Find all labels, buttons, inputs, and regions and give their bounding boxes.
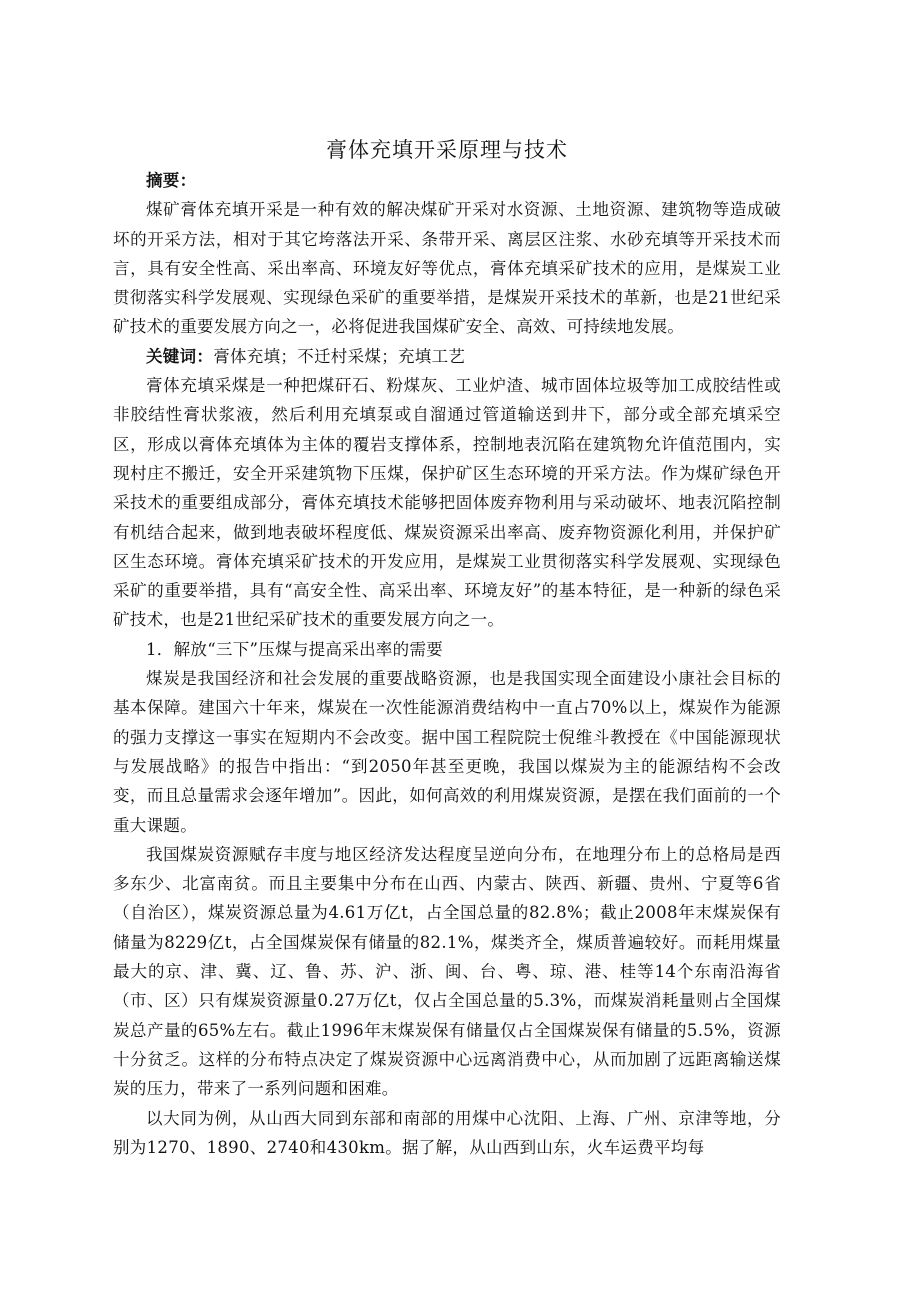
abstract-paragraph: 煤矿膏体充填开采是一种有效的解决煤矿开采对水资源、土地资源、建筑物等造成破坏的开采方法，相对于其它垮落法开采、条带开采、离层区注浆、水砂充填等开采技术而言，具有安全性高、采出率高、环境友好等优点，膏体充填采矿技术的应用，是煤炭工业贯彻落实科学发展观、实现绿色采矿的重要举措，是煤炭开采技术的革新，也是21世纪采矿技术的重要发展方向之一，必将促进我国煤矿安全、高效、可持续地发展。 [113, 200, 781, 337]
document-title: 膏体充填开采原理与技术 [326, 138, 568, 162]
intro-paragraph: 膏体充填采煤是一种把煤矸石、粉煤灰、工业炉渣、城市固体垃圾等加工成胶结性或非胶结性膏状浆液，然后利用充填泵或自溜通过管道输送到井下，部分或全部充填采空区，形成以膏体充填体为主体的覆岩支撑体系，控制地表沉陷在建筑物允许值范围内，实现村庄不搬迁，安全开采建筑物下压煤，保护矿区生态环境的开采方法。作为煤矿绿色开采技术的重要组成部分，膏体充填技术能够把固体废弃物利用与采动破坏、地表沉陷控制有机结合起来，做到地表破坏程度低、煤炭资源采出率高、废弃物资源化利用，并保护矿区生态环境。膏体充填采矿技术的开发应用，是煤炭工业贯彻落实科学发展观、实现绿色采矿的重要举措，具有“高安全性、高采出率、环境友好”的基本特征，是一种新的绿色采矿技术，也是21世纪采矿技术的重要发展方向之一。 [113, 376, 781, 630]
body-paragraph-2: 我国煤炭资源赋存丰度与地区经济发达程度呈逆向分布，在地理分布上的总格局是西多东少、北富南贫。而且主要集中分布在山西、内蒙古、陕西、新疆、贵州、宁夏等6省（自治区），煤炭资源总量为4.61万亿t，占全国总量的82.8%；截止2008年末煤炭保有储量为8229亿t，占全国煤炭保有储量的82.1%，煤类齐全，煤质普遍较好。而耗用煤量最大的京、津、冀、辽、鲁、苏、沪、浙、闽、台、粤、琼、港、桂等14个东南沿海省（市、区）只有煤炭资源量0.27万亿t，仅占全国总量的5.3%，而煤炭消耗量则占全国煤炭总产量的65%左右。截止1996年末煤炭保有储量仅占全国煤炭保有储量的5.5%，资源十分贫乏。这样的分布特点决定了煤炭资源中心远离消费中心，从而加剧了远距离输送煤炭的压力，带来了一系列问题和困难。 [113, 844, 781, 1099]
abstract-label: 摘要： [146, 171, 197, 190]
document-page [113, 136, 781, 1162]
section-heading-1: 1．解放“三下”压煤与提高采出率的需要 [146, 639, 444, 659]
keywords-line [113, 342, 781, 371]
abstract-label-line [113, 166, 781, 195]
body-paragraph-1: 煤炭是我国经济和社会发展的重要战略资源，也是我国实现全面建设小康社会目标的基本保障。建国六十年来，煤炭在一次性能源消费结构中一直占70%以上，煤炭作为能源的强力支撑这一事实在短期内不会改变。据中国工程院院士倪维斗教授在《中国能源现状与发展战略》的报告中指出：“到2050年甚至更晚，我国以煤炭为主的能源结构不会改变，而且总量需求会逐年增加”。因此，如何高效的利用煤炭资源，是摆在我们面前的一个重大课题。 [113, 669, 781, 835]
keywords-label: 关键词： [146, 346, 214, 366]
body-paragraph-3: 以大同为例，从山西大同到东部和南部的用煤中心沈阳、上海、广州、京津等地，分别为1270、1890、2740和430km。据了解，从山西到山东，火车运费平均每 [113, 1108, 781, 1157]
keywords-text: 膏体充填；不迁村采煤；充填工艺 [213, 346, 466, 366]
